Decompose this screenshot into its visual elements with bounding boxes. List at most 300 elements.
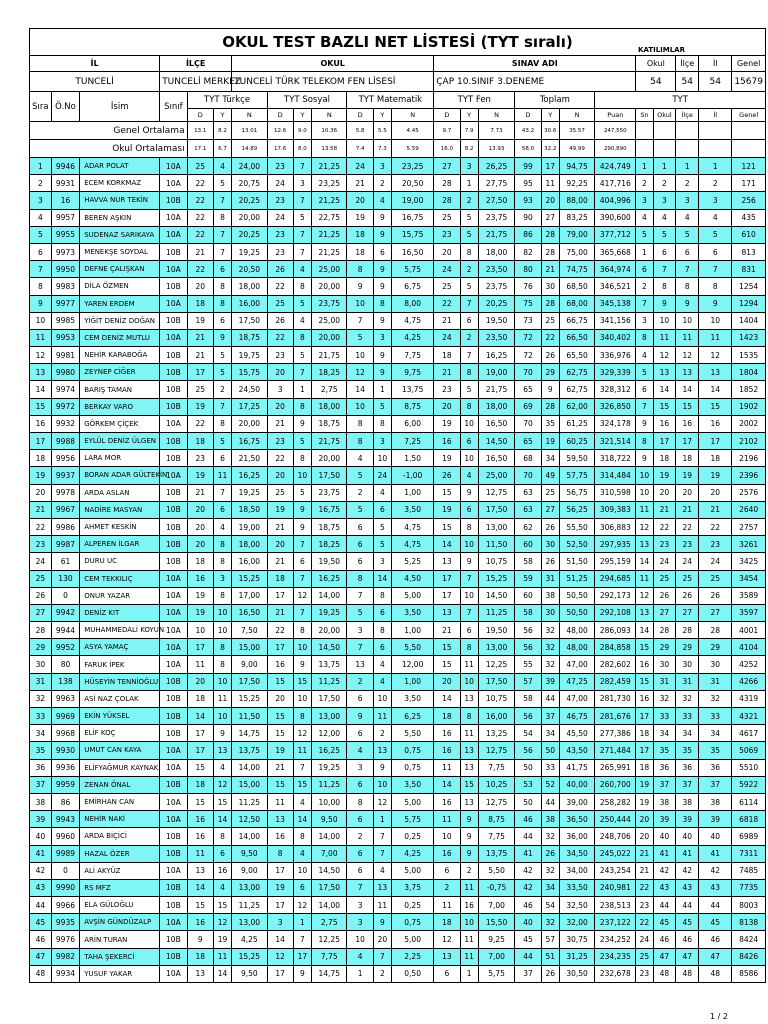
table-cell: 18 xyxy=(187,553,213,570)
table-cell: 10B xyxy=(160,364,187,381)
table-cell: 9969 xyxy=(51,708,80,725)
table-cell: 4,50 xyxy=(392,570,434,587)
table-row xyxy=(30,433,766,450)
table-cell: 10B xyxy=(160,312,187,329)
table-cell: 0,75 xyxy=(392,914,434,931)
table-cell: 271,484 xyxy=(595,742,636,759)
table-cell: 20,00 xyxy=(312,450,347,467)
average-cell: 290,890 xyxy=(595,140,636,158)
average-cell: 13.58 xyxy=(312,140,347,158)
table-cell: 25 xyxy=(541,484,559,501)
table-cell: 1,00 xyxy=(392,622,434,639)
table-cell: 23 xyxy=(267,433,293,450)
table-cell: 68,50 xyxy=(559,278,594,295)
table-cell: 51 xyxy=(541,948,559,965)
table-row xyxy=(30,656,766,673)
table-cell: 47 xyxy=(653,948,676,965)
table-cell: 15 xyxy=(460,776,478,793)
table-row xyxy=(30,364,766,381)
okul-header: OKUL xyxy=(232,56,434,72)
table-cell: 5922 xyxy=(732,776,766,793)
table-cell: 8 xyxy=(213,278,231,295)
table-cell: 6 xyxy=(460,312,478,329)
table-cell: 10 xyxy=(460,914,478,931)
table-cell: 6 xyxy=(460,501,478,518)
table-cell: 4 xyxy=(293,261,311,278)
table-cell: 4 xyxy=(213,158,231,175)
katilimlar-label: KATILIMLAR xyxy=(638,46,685,54)
table-row xyxy=(30,501,766,518)
table-cell: 12 xyxy=(676,347,699,364)
table-cell: 15 xyxy=(699,398,732,415)
table-cell: 8426 xyxy=(732,948,766,965)
table-cell: 16 xyxy=(434,433,460,450)
table-cell: 42 xyxy=(676,862,699,879)
table-cell: 21 xyxy=(347,175,373,192)
table-cell: 17 xyxy=(30,433,52,450)
table-cell: 47 xyxy=(676,948,699,965)
table-cell: 15,25 xyxy=(232,570,267,587)
table-cell: 46,75 xyxy=(559,708,594,725)
table-cell: 9987 xyxy=(51,536,80,553)
table-cell: 9 xyxy=(347,708,373,725)
table-cell: 16 xyxy=(434,793,460,810)
table-cell: 21 xyxy=(653,501,676,518)
table-cell: 6 xyxy=(347,725,373,742)
table-cell: 13,00 xyxy=(232,879,267,896)
table-cell: 12 xyxy=(293,725,311,742)
table-cell: 32,50 xyxy=(559,897,594,914)
table-cell: 20 xyxy=(699,484,732,501)
table-cell: 5 xyxy=(373,518,391,535)
table-cell: 813 xyxy=(732,243,766,260)
table-cell: 31 xyxy=(541,570,559,587)
table-cell: 12,25 xyxy=(312,931,347,948)
okul-value: TUNCELİ TÜRK TELEKOM FEN LİSESİ xyxy=(232,72,434,92)
table-cell: 62,75 xyxy=(559,364,594,381)
table-cell: 9985 xyxy=(51,312,80,329)
table-cell: 2396 xyxy=(732,467,766,484)
table-cell: 11 xyxy=(460,656,478,673)
table-cell: 23,75 xyxy=(312,484,347,501)
table-row xyxy=(30,415,766,432)
table-cell: 47,00 xyxy=(559,690,594,707)
table-cell: 5 xyxy=(347,604,373,621)
table-cell: 4 xyxy=(347,948,373,965)
table-cell: 1404 xyxy=(732,312,766,329)
table-cell: 25 xyxy=(267,295,293,312)
table-cell: 46 xyxy=(515,811,541,828)
table-cell: 2,75 xyxy=(312,914,347,931)
table-cell: 1 xyxy=(347,965,373,982)
student-name: BARIŞ TAMAN xyxy=(80,381,160,398)
table-cell: 21 xyxy=(434,622,460,639)
table-cell: 26 xyxy=(267,312,293,329)
table-cell: 1 xyxy=(636,158,653,175)
table-cell: 16,75 xyxy=(232,433,267,450)
table-cell: 130 xyxy=(51,570,80,587)
table-cell: 26 xyxy=(267,261,293,278)
table-cell: 8 xyxy=(293,450,311,467)
table-cell: 9956 xyxy=(51,450,80,467)
table-cell: 341,156 xyxy=(595,312,636,329)
averages-body xyxy=(30,122,766,158)
table-cell: 3 xyxy=(636,312,653,329)
table-cell: 39 xyxy=(653,811,676,828)
table-cell: 10B xyxy=(160,725,187,742)
table-cell: 1294 xyxy=(732,295,766,312)
table-cell: 8 xyxy=(213,415,231,432)
table-cell: 10 xyxy=(293,467,311,484)
student-name: AVŞİN GÜNDÜZALP xyxy=(80,914,160,931)
table-cell: 8 xyxy=(293,278,311,295)
table-cell: 99 xyxy=(515,158,541,175)
average-cell: 17.6 xyxy=(267,140,293,158)
table-cell: 22 xyxy=(267,329,293,346)
table-cell: 7 xyxy=(676,261,699,278)
table-cell: 42 xyxy=(515,879,541,896)
table-cell: 9990 xyxy=(51,879,80,896)
table-cell: 10B xyxy=(160,879,187,896)
table-cell: 37 xyxy=(515,965,541,982)
table-cell: 20 xyxy=(636,811,653,828)
table-cell: 6818 xyxy=(732,811,766,828)
table-cell: 8 xyxy=(460,708,478,725)
student-name: ALPEREN İLGAR xyxy=(80,536,160,553)
table-cell: 57 xyxy=(515,673,541,690)
table-cell: 7 xyxy=(636,295,653,312)
table-cell: 32 xyxy=(699,690,732,707)
sub-d: D xyxy=(187,109,213,122)
average-cell: 8.2 xyxy=(213,122,231,140)
table-cell: 310,598 xyxy=(595,484,636,501)
table-cell: 11 xyxy=(267,793,293,810)
table-cell: 35 xyxy=(653,742,676,759)
table-cell: 20,25 xyxy=(232,192,267,209)
table-cell: 44 xyxy=(699,897,732,914)
table-cell: 20,50 xyxy=(392,175,434,192)
table-cell: 6 xyxy=(373,639,391,656)
table-cell: 20,00 xyxy=(312,622,347,639)
table-cell: 9 xyxy=(676,295,699,312)
empty-cell xyxy=(636,122,653,140)
sub-d: D xyxy=(434,109,460,122)
table-cell: 31,25 xyxy=(559,948,594,965)
table-cell: 19 xyxy=(636,776,653,793)
table-cell: 20 xyxy=(267,536,293,553)
table-cell: 59 xyxy=(515,570,541,587)
table-cell: 39 xyxy=(30,811,52,828)
table-cell: 82 xyxy=(515,243,541,260)
table-cell: 8 xyxy=(293,828,311,845)
table-cell: 19 xyxy=(636,793,653,810)
table-cell: 1 xyxy=(460,175,478,192)
table-cell: 16 xyxy=(676,415,699,432)
table-cell: 39 xyxy=(699,811,732,828)
table-cell: 16 xyxy=(434,845,460,862)
table-cell: 7,75 xyxy=(392,347,434,364)
table-cell: 8 xyxy=(213,828,231,845)
table-cell: 25 xyxy=(434,209,460,226)
table-cell: 2 xyxy=(699,175,732,192)
table-cell: 50 xyxy=(515,759,541,776)
table-cell: 40 xyxy=(515,914,541,931)
table-cell: 16,25 xyxy=(478,347,515,364)
table-cell: 10B xyxy=(160,897,187,914)
table-cell: 28 xyxy=(434,175,460,192)
table-cell: 9 xyxy=(373,209,391,226)
table-cell: 13 xyxy=(347,656,373,673)
table-cell: 29 xyxy=(653,639,676,656)
table-row xyxy=(30,622,766,639)
table-cell: 27 xyxy=(541,501,559,518)
table-cell: 10A xyxy=(160,656,187,673)
table-cell: 10 xyxy=(293,639,311,656)
table-cell: 48,00 xyxy=(559,639,594,656)
table-cell: 9989 xyxy=(51,845,80,862)
table-cell: 2 xyxy=(30,175,52,192)
table-cell: 8 xyxy=(30,278,52,295)
col-isim: İsim xyxy=(80,92,160,122)
table-cell: 17 xyxy=(267,897,293,914)
table-cell: 48 xyxy=(699,965,732,982)
table-cell: 260,700 xyxy=(595,776,636,793)
table-cell: 0 xyxy=(51,587,80,604)
student-name: CEM TEKKILIÇ xyxy=(80,570,160,587)
table-cell: 20,00 xyxy=(312,278,347,295)
table-cell: 9 xyxy=(460,845,478,862)
table-cell: 55,50 xyxy=(559,518,594,535)
table-cell: 4266 xyxy=(732,673,766,690)
table-cell: 24 xyxy=(267,175,293,192)
table-cell: 4001 xyxy=(732,622,766,639)
empty-cell xyxy=(699,140,732,158)
table-cell: 37 xyxy=(676,776,699,793)
katilim-il-header: İl xyxy=(699,56,732,72)
table-cell: 121 xyxy=(732,158,766,175)
table-cell: 31 xyxy=(653,673,676,690)
table-cell: 46 xyxy=(699,931,732,948)
table-cell: 13 xyxy=(636,536,653,553)
table-cell: 27 xyxy=(434,158,460,175)
table-cell: 22 xyxy=(636,914,653,931)
sub-ilce: İlçe xyxy=(676,109,699,122)
table-cell: 250,444 xyxy=(595,811,636,828)
table-cell: 1535 xyxy=(732,347,766,364)
table-cell: 22 xyxy=(187,192,213,209)
table-cell: 5 xyxy=(699,226,732,243)
table-cell: 10A xyxy=(160,639,187,656)
sub-d: D xyxy=(515,109,541,122)
table-cell: 20 xyxy=(653,484,676,501)
table-cell: 74,75 xyxy=(559,261,594,278)
table-cell: 16,75 xyxy=(312,501,347,518)
average-cell: 7.3 xyxy=(373,140,391,158)
table-cell: 28 xyxy=(676,622,699,639)
table-cell: 2 xyxy=(460,261,478,278)
table-cell: 6 xyxy=(373,501,391,518)
table-cell: 23 xyxy=(267,243,293,260)
table-cell: 2 xyxy=(653,175,676,192)
table-cell: 25,00 xyxy=(478,467,515,484)
sinav-value: ÇAP 10.SINIF 3.DENEME xyxy=(434,72,636,92)
student-name: MUHAMMEDALİ KOYUN xyxy=(80,622,160,639)
table-cell: 8 xyxy=(653,278,676,295)
table-cell: 3 xyxy=(460,158,478,175)
table-cell: 26 xyxy=(541,553,559,570)
table-cell: 10 xyxy=(676,312,699,329)
table-cell: 9976 xyxy=(51,931,80,948)
table-cell: 23,25 xyxy=(392,158,434,175)
table-cell: 13,00 xyxy=(312,708,347,725)
table-cell: 21 xyxy=(30,501,52,518)
table-cell: 7735 xyxy=(732,879,766,896)
table-cell: 56 xyxy=(515,622,541,639)
table-cell: 6 xyxy=(347,845,373,862)
table-row xyxy=(30,639,766,656)
table-cell: 4 xyxy=(347,450,373,467)
table-cell: 22 xyxy=(267,278,293,295)
table-cell: 53 xyxy=(515,776,541,793)
table-cell: 22 xyxy=(653,518,676,535)
table-cell: 14 xyxy=(187,879,213,896)
table-cell: 10B xyxy=(160,776,187,793)
table-cell: 28 xyxy=(30,622,52,639)
table-cell: 10 xyxy=(30,312,52,329)
table-cell: 45 xyxy=(699,914,732,931)
table-row xyxy=(30,879,766,896)
table-cell: 46 xyxy=(515,897,541,914)
sub-n: N xyxy=(392,109,434,122)
table-cell: 2102 xyxy=(732,433,766,450)
table-cell: 10B xyxy=(160,553,187,570)
table-cell: 5,00 xyxy=(392,793,434,810)
table-cell: 256 xyxy=(732,192,766,209)
table-cell: 44 xyxy=(653,897,676,914)
table-cell: 8 xyxy=(699,278,732,295)
table-cell: 40 xyxy=(30,828,52,845)
table-cell: 9,50 xyxy=(312,811,347,828)
table-cell: 9 xyxy=(541,381,559,398)
table-row xyxy=(30,553,766,570)
table-cell: 22 xyxy=(267,622,293,639)
table-cell: 5,50 xyxy=(392,639,434,656)
table-cell: 3597 xyxy=(732,604,766,621)
table-cell: 7 xyxy=(347,312,373,329)
table-cell: 12,00 xyxy=(392,656,434,673)
table-cell: 4 xyxy=(636,347,653,364)
table-cell: 30 xyxy=(699,656,732,673)
table-cell: 50,50 xyxy=(559,587,594,604)
table-cell: 11 xyxy=(541,175,559,192)
sub-d: D xyxy=(267,109,293,122)
table-cell: 5 xyxy=(460,278,478,295)
table-cell: 15,25 xyxy=(478,570,515,587)
table-cell: 365,668 xyxy=(595,243,636,260)
table-cell: 1804 xyxy=(732,364,766,381)
table-cell: 9 xyxy=(293,656,311,673)
table-cell: 258,282 xyxy=(595,793,636,810)
table-cell: 13 xyxy=(460,793,478,810)
table-cell: 282,459 xyxy=(595,673,636,690)
table-cell: 18,00 xyxy=(232,278,267,295)
table-cell: 37 xyxy=(30,776,52,793)
table-cell: 4 xyxy=(373,673,391,690)
table-cell: 17 xyxy=(293,948,311,965)
table-cell: 16,50 xyxy=(392,243,434,260)
table-cell: 95 xyxy=(515,175,541,192)
table-cell: 18,00 xyxy=(312,398,347,415)
table-row xyxy=(30,673,766,690)
table-cell: 45 xyxy=(653,914,676,931)
table-cell: 11 xyxy=(653,329,676,346)
table-cell: 22 xyxy=(541,329,559,346)
table-cell: 24 xyxy=(347,158,373,175)
table-cell: 18 xyxy=(347,226,373,243)
table-cell: 18 xyxy=(434,708,460,725)
table-cell: 9974 xyxy=(51,381,80,398)
table-cell: 21,25 xyxy=(312,243,347,260)
table-cell: 10A xyxy=(160,329,187,346)
table-cell: 6 xyxy=(293,553,311,570)
table-cell: 10 xyxy=(434,828,460,845)
table-cell: 11 xyxy=(434,759,460,776)
table-cell: 6 xyxy=(460,433,478,450)
table-cell: 16,00 xyxy=(232,295,267,312)
table-cell: 9 xyxy=(460,484,478,501)
table-cell: 34 xyxy=(541,879,559,896)
table-cell: 19 xyxy=(434,501,460,518)
table-cell: 5 xyxy=(293,433,311,450)
table-cell: 8 xyxy=(267,845,293,862)
table-cell: 32 xyxy=(541,656,559,673)
table-cell: 21 xyxy=(187,329,213,346)
table-row xyxy=(30,278,766,295)
table-cell: 2 xyxy=(373,175,391,192)
table-cell: 3 xyxy=(653,192,676,209)
table-cell: 8 xyxy=(460,639,478,656)
table-cell: 8 xyxy=(460,243,478,260)
table-cell: 24 xyxy=(434,261,460,278)
table-cell: 424,749 xyxy=(595,158,636,175)
table-cell: 318,722 xyxy=(595,450,636,467)
student-name: FARUK İPEK xyxy=(80,656,160,673)
table-cell: 4,75 xyxy=(392,312,434,329)
table-cell: 17,50 xyxy=(232,673,267,690)
table-row xyxy=(30,381,766,398)
table-cell: 8586 xyxy=(732,965,766,982)
table-cell: 35 xyxy=(699,742,732,759)
table-cell: 8 xyxy=(213,209,231,226)
table-cell: 336,976 xyxy=(595,347,636,364)
table-cell: 13 xyxy=(434,948,460,965)
table-cell: 60,25 xyxy=(559,433,594,450)
table-row xyxy=(30,811,766,828)
table-cell: 43 xyxy=(676,879,699,896)
table-cell: 49 xyxy=(541,467,559,484)
table-cell: 15,00 xyxy=(232,639,267,656)
student-name: ECEM KORKMAZ xyxy=(80,175,160,192)
student-name: CEM DENİZ MUTLU xyxy=(80,329,160,346)
table-cell: 1 xyxy=(653,158,676,175)
table-cell: 10A xyxy=(160,622,187,639)
table-cell: 12,25 xyxy=(478,656,515,673)
table-cell: 18 xyxy=(636,759,653,776)
table-cell: 17 xyxy=(636,708,653,725)
table-cell: 45 xyxy=(515,931,541,948)
table-cell: 1,00 xyxy=(392,484,434,501)
table-cell: 50,50 xyxy=(559,604,594,621)
